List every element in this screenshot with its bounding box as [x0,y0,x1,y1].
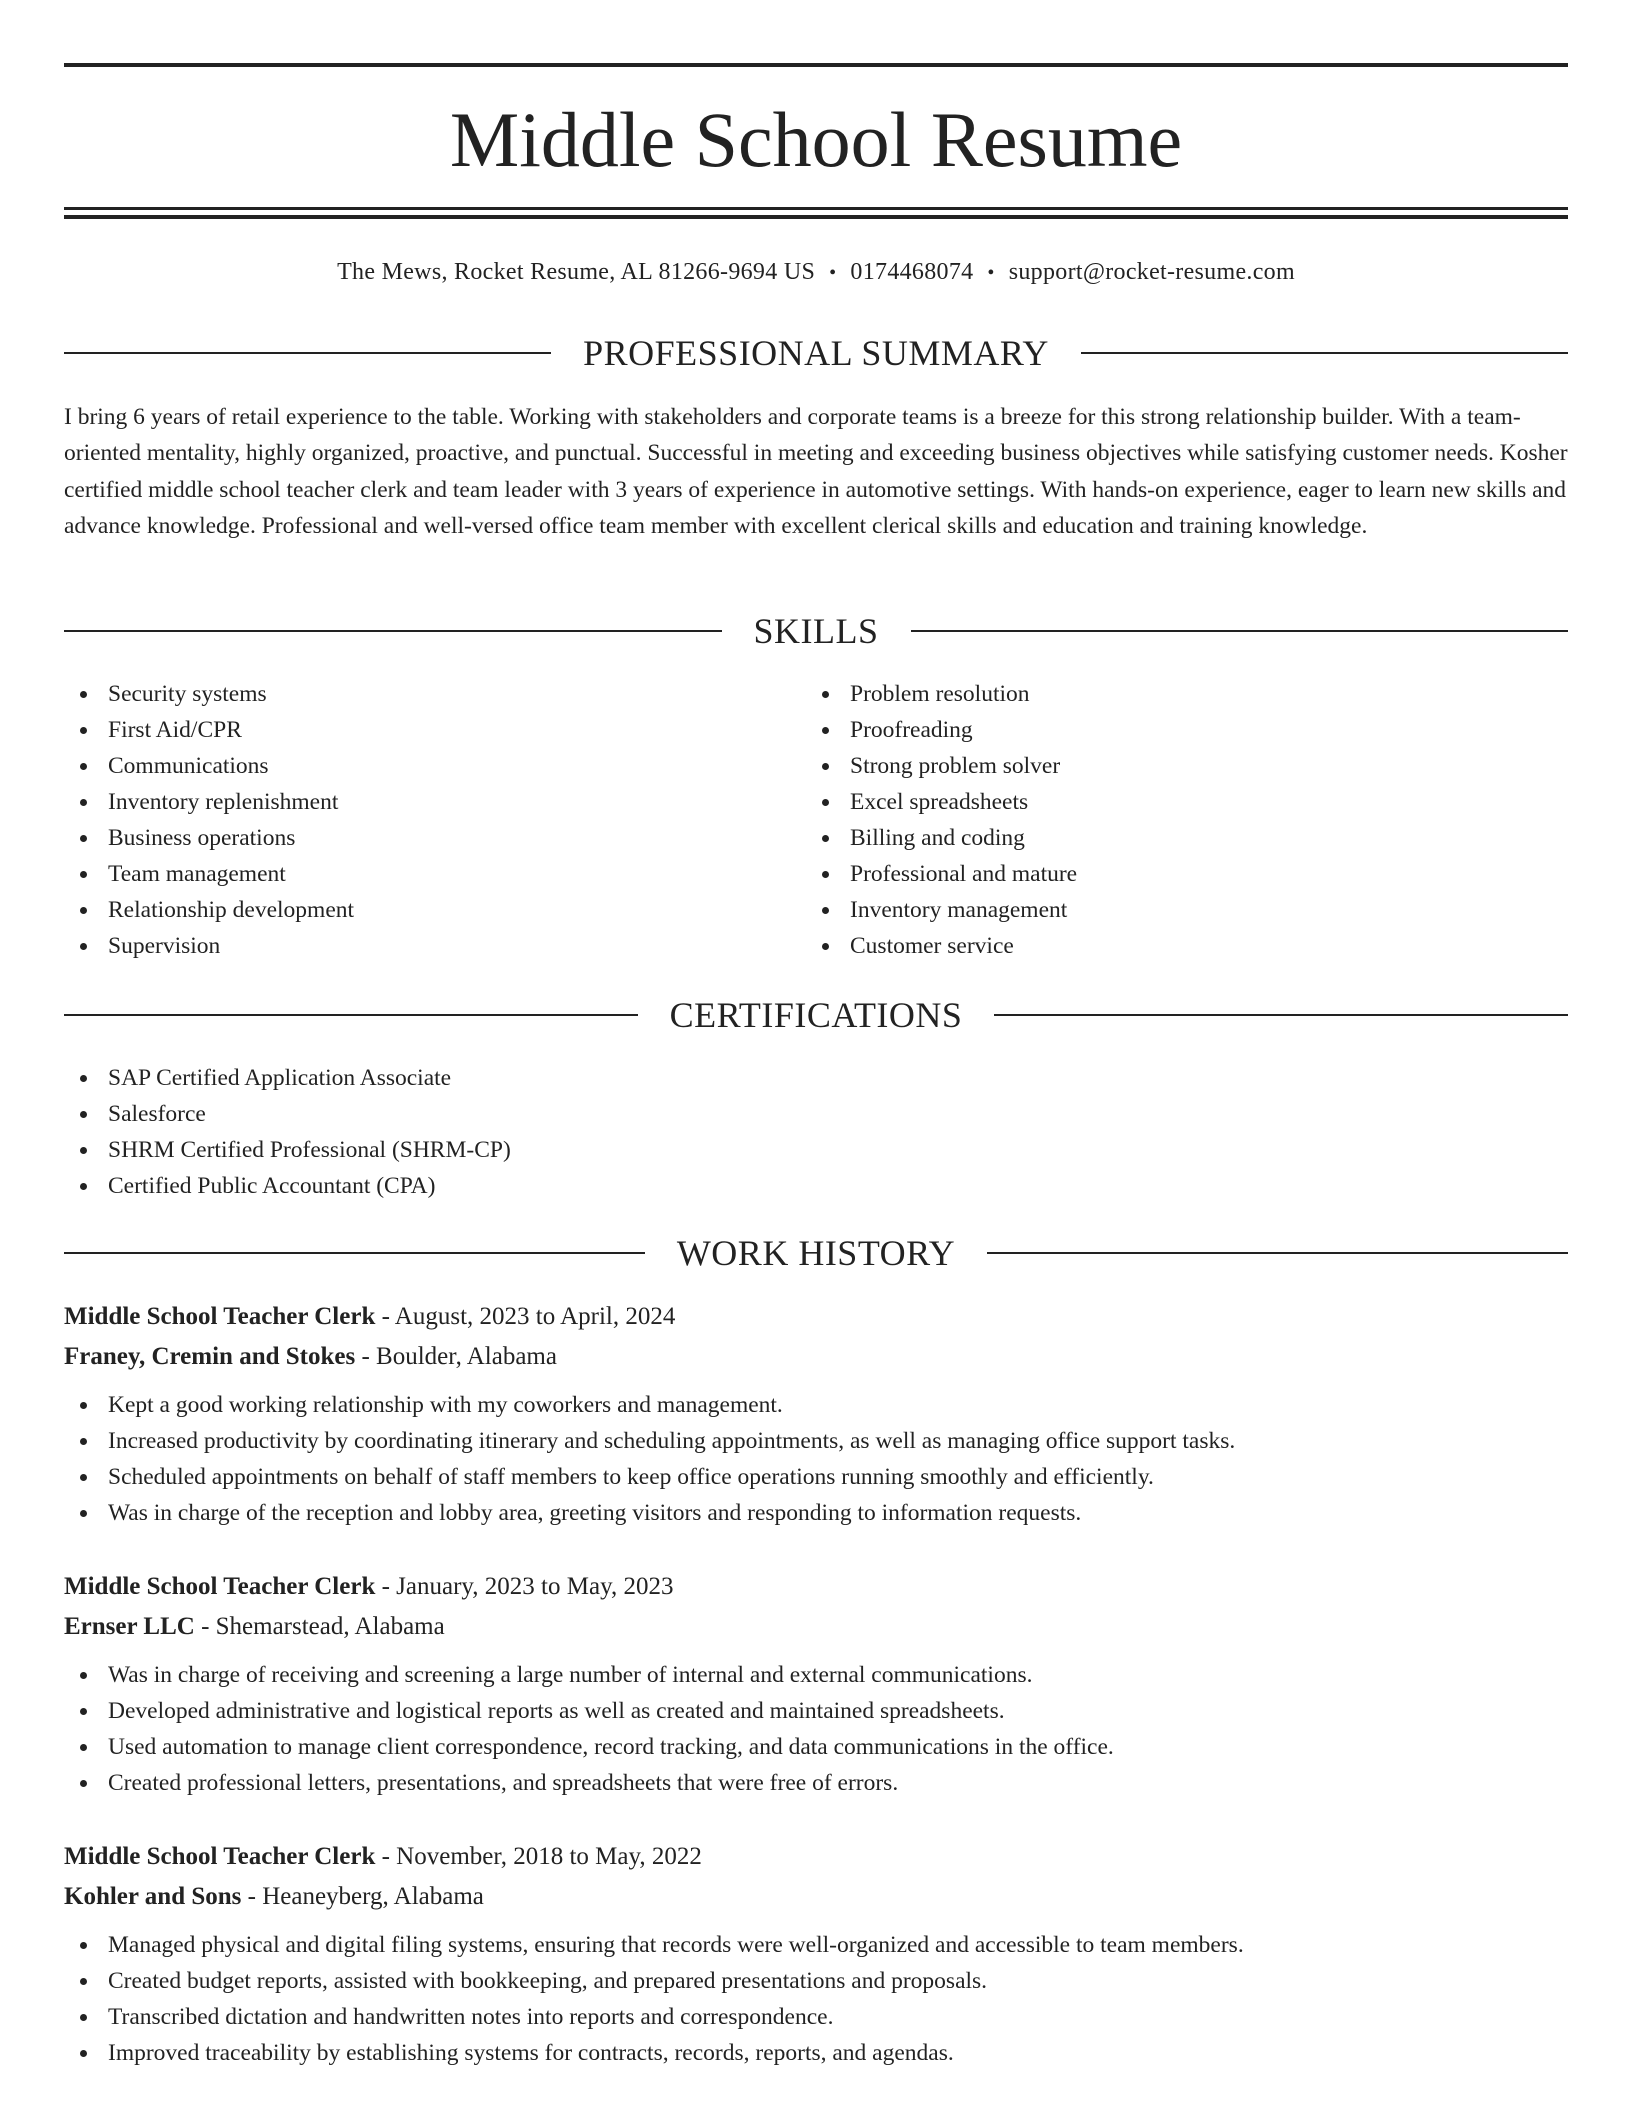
heading-rule-left [64,1014,638,1016]
contact-phone: 0174468074 [850,259,974,285]
title-divider-lower [64,215,1568,219]
job-company: Ernser LLC [64,1613,195,1640]
contact-separator: • [829,262,837,284]
skill-item: Supervision [64,928,764,964]
heading-rule-left [64,1252,645,1254]
skill-item: Security systems [64,676,764,712]
skills-list-left [64,676,764,964]
job-duty-item: Increased productivity by coordinating itinerary and scheduling appointments, as well as managing office support tasks. [64,1423,1568,1459]
job-duty-item: Kept a good working relationship with my coworkers and management. [64,1387,1568,1423]
section-heading-work-history [64,1231,1568,1275]
job-company: Kohler and Sons [64,1883,242,1910]
section-title-skills: SKILLS [753,611,879,651]
job-duty-item: Was in charge of receiving and screening a large number of internal and external communications. [64,1657,1568,1693]
section-title-summary: PROFESSIONAL SUMMARY [583,333,1049,373]
heading-rule-left [64,352,551,354]
skills-list-right [806,676,1506,964]
job-duty-item: Scheduled appointments on behalf of staff members to keep office operations running smoothly and efficiently. [64,1459,1568,1495]
skill-item: Problem resolution [806,676,1506,712]
skill-item: Inventory replenishment [64,784,764,820]
job-duty-item: Developed administrative and logistical reports as well as created and maintained spreadsheets. [64,1693,1568,1729]
skill-item: First Aid/CPR [64,712,764,748]
job-duties-list [64,1387,1568,1531]
certification-item: SAP Certified Application Associate [64,1060,1568,1096]
skill-item: Inventory management [806,892,1506,928]
resume-title: Middle School Resume [449,96,1183,183]
skill-item: Excel spreadsheets [806,784,1506,820]
job-title: Middle School Teacher Clerk [64,1573,376,1600]
title-divider-upper [64,207,1568,210]
skill-item: Proofreading [806,712,1506,748]
skill-item: Professional and mature [806,856,1506,892]
job-company: Franey, Cremin and Stokes [64,1343,356,1370]
job-entry [64,1567,1568,1801]
skill-item: Strong problem solver [806,748,1506,784]
job-location: - Shemarstead, Alabama [194,1613,445,1640]
job-duty-item: Transcribed dictation and handwritten notes into reports and correspondence. [64,1999,1568,2035]
job-duty-item: Created budget reports, assisted with bookkeeping, and prepared presentations and proposals. [64,1963,1568,1999]
top-divider [64,63,1568,67]
job-company-line [64,1607,1568,1647]
heading-rule-right [987,1252,1568,1254]
job-title-line [64,1297,1568,1337]
certification-item: SHRM Certified Professional (SHRM-CP) [64,1132,1568,1168]
job-entry [64,1297,1568,1531]
job-title-line [64,1567,1568,1607]
job-title: Middle School Teacher Clerk [64,1303,376,1330]
job-dates: - August, 2023 to April, 2024 [375,1303,676,1330]
heading-rule-right [994,1014,1568,1016]
professional-summary-text: I bring 6 years of retail experience to the table. Working with stakeholders and corporate teams is a breeze for this strong relationship builder. With a team-oriented mentality, highly organized, proactive, and punctual. Successful in meeting and exceeding business objectives while satisfying customer needs. Kosher certified middle school teacher clerk and team leader with 3 years of experience in automotive settings. With hands-on experience, eager to learn new skills and advance knowledge. Professional and well-versed office team member with excellent clerical skills and education and training knowledge. [64,404,1568,540]
job-location: - Boulder, Alabama [355,1343,557,1370]
job-duty-item: Was in charge of the reception and lobby area, greeting visitors and responding to information requests. [64,1495,1568,1531]
contact-line [64,254,1568,291]
job-title: Middle School Teacher Clerk [64,1843,376,1870]
job-duties-list [64,1657,1568,1801]
skill-item: Communications [64,748,764,784]
job-duties-list [64,1927,1568,2071]
skill-item: Customer service [806,928,1506,964]
skill-item: Relationship development [64,892,764,928]
certifications-list [64,1060,1568,1204]
job-title-line [64,1837,1568,1877]
section-title-certifications: CERTIFICATIONS [669,995,963,1035]
contact-email: support@rocket-resume.com [1008,259,1295,285]
section-heading-summary [64,331,1568,375]
job-company-line [64,1877,1568,1917]
job-entry [64,1837,1568,2071]
job-location: - Heaneyberg, Alabama [241,1883,484,1910]
skill-item: Team management [64,856,764,892]
job-dates: - January, 2023 to May, 2023 [375,1573,674,1600]
job-duty-item: Created professional letters, presentations, and spreadsheets that were free of errors. [64,1765,1568,1801]
skill-item: Business operations [64,820,764,856]
skill-item: Billing and coding [806,820,1506,856]
section-heading-certifications [64,993,1568,1037]
certification-item: Certified Public Accountant (CPA) [64,1168,1568,1204]
heading-rule-right [1081,352,1568,354]
job-duty-item: Improved traceability by establishing systems for contracts, records, reports, and agendas. [64,2035,1568,2071]
contact-address: The Mews, Rocket Resume, AL 81266-9694 US [337,259,816,285]
job-duty-item: Used automation to manage client correspondence, record tracking, and data communications in the office. [64,1729,1568,1765]
contact-separator: • [987,262,995,284]
job-dates: - November, 2018 to May, 2022 [375,1843,702,1870]
certification-item: Salesforce [64,1096,1568,1132]
heading-rule-left [64,630,722,632]
heading-rule-right [911,630,1569,632]
job-duty-item: Managed physical and digital filing systems, ensuring that records were well-organized and accessible to team members. [64,1927,1568,1963]
section-heading-skills [64,609,1568,653]
job-company-line [64,1337,1568,1377]
section-title-work-history: WORK HISTORY [676,1233,956,1273]
